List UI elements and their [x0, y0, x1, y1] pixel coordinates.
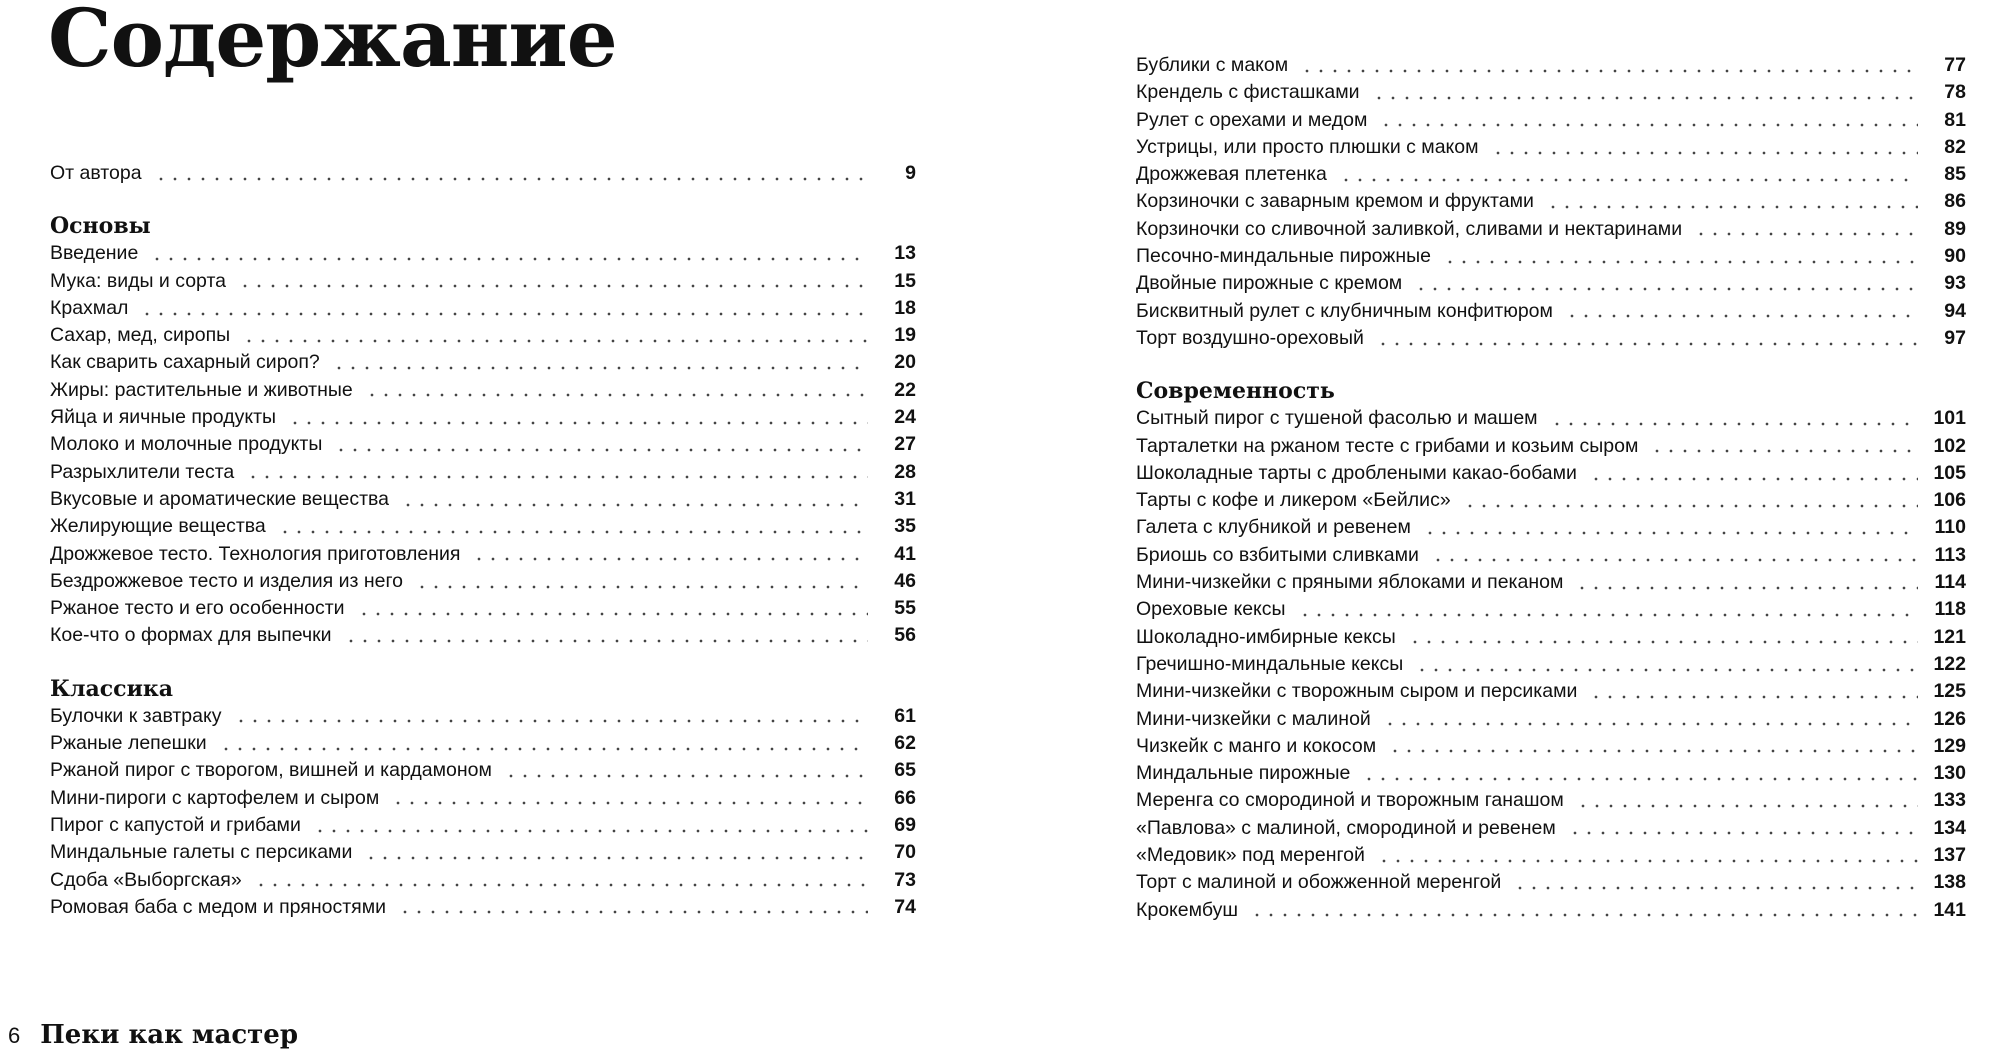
toc-entry-page-number: 65 — [894, 759, 916, 782]
toc-section — [50, 213, 916, 649]
footer-book-title: Пеки как мастер — [40, 1020, 299, 1050]
section-heading: Современность — [1136, 378, 1335, 405]
dot-leader — [154, 177, 868, 181]
dot-leader — [332, 366, 868, 370]
toc-entry-title: Дрожжевая плетенка — [1136, 163, 1327, 186]
toc-entry-page-number: 121 — [1933, 625, 1966, 648]
toc-entry-page-number: 126 — [1933, 707, 1966, 730]
toc-entry-title: Бисквитный рулет с клубничным конфитюром — [1136, 299, 1553, 322]
section-heading: Классика — [50, 675, 174, 702]
toc-entry-page-number: 94 — [1944, 299, 1966, 322]
toc-entry-title: Ржаное тесто и его особенности — [50, 597, 345, 620]
toc-entry-page-number: 73 — [894, 868, 916, 891]
toc-entry-title: «Павлова» с малиной, смородиной и ревенем — [1136, 816, 1556, 839]
toc-entry-page-number: 137 — [1933, 844, 1966, 867]
toc-entry-page-number: 114 — [1934, 571, 1966, 594]
toc-entry[interactable] — [50, 867, 916, 894]
toc-entry-title: Мини-чизкейки с творожным сыром и персиками — [1136, 680, 1578, 703]
dot-leader — [398, 910, 868, 914]
toc-section — [1136, 378, 1966, 924]
toc-entry-title: Крендель с фисташками — [1136, 81, 1360, 104]
toc-entry-title: Яйца и яичные продукты — [50, 406, 277, 429]
dot-leader — [1414, 287, 1918, 291]
dot-leader — [238, 284, 868, 288]
toc-entry-page-number: 9 — [905, 162, 916, 184]
toc-entry-page-number: 35 — [894, 515, 916, 538]
toc-entry-page-number: 77 — [1944, 54, 1966, 76]
section-heading: Основы — [50, 213, 151, 240]
dot-leader — [1431, 558, 1918, 562]
dot-leader — [1383, 722, 1918, 726]
toc-entry-page-number: 125 — [1933, 680, 1966, 703]
dot-leader — [1408, 640, 1918, 644]
toc-entry[interactable] — [50, 894, 916, 921]
toc-entry[interactable] — [50, 431, 916, 458]
toc-entry-page-number: 61 — [894, 704, 916, 727]
toc-entry-page-number: 55 — [894, 597, 916, 620]
toc-entry-title: Крахмал — [50, 296, 129, 319]
footer-page-number: 6 — [8, 1023, 21, 1048]
toc-entry-title: Торт воздушно-ореховый — [1136, 326, 1364, 349]
toc-entry[interactable] — [50, 295, 916, 322]
toc-entry-title: Шоколадные тарты с дроблеными какао-бобами — [1136, 461, 1577, 484]
toc-entry[interactable] — [50, 703, 916, 730]
toc-entry-title: Рулет с орехами и медом — [1136, 108, 1368, 131]
toc-entry-title: Мука: виды и сорта — [50, 269, 227, 292]
dot-leader — [504, 774, 868, 778]
toc-entry-title: Мини-пироги с картофелем и сыром — [50, 786, 380, 809]
toc-entry-page-number: 130 — [1933, 762, 1966, 785]
toc-entry[interactable] — [1136, 596, 1966, 623]
toc-entry-page-number: 78 — [1944, 81, 1966, 104]
toc-entry-page-number: 66 — [894, 786, 916, 809]
toc-entry[interactable] — [50, 377, 916, 404]
toc-entry[interactable] — [50, 595, 916, 622]
toc-entry-page-number: 27 — [894, 433, 916, 456]
toc-entry-title: Крокембуш — [1136, 898, 1238, 921]
toc-entry-page-number: 122 — [1933, 652, 1966, 675]
toc-entry[interactable] — [1136, 514, 1966, 541]
dot-leader — [1250, 913, 1918, 917]
toc-entry-page-number: 102 — [1933, 434, 1966, 457]
toc-entry[interactable] — [1136, 52, 1966, 79]
toc-entry-title: Торт с малиной и обожженной меренгой — [1136, 871, 1502, 894]
toc-entry[interactable] — [1136, 678, 1966, 705]
toc-entry-title: Двойные пирожные с кремом — [1136, 272, 1403, 295]
toc-entry-page-number: 24 — [894, 406, 916, 429]
dot-leader — [1575, 586, 1918, 590]
toc-entry[interactable] — [1136, 569, 1966, 596]
toc-entry-title: Ржаные лепешки — [50, 732, 207, 755]
toc-entry[interactable] — [50, 404, 916, 431]
toc-entry-page-number: 19 — [894, 324, 916, 347]
toc-entry[interactable] — [50, 486, 916, 513]
toc-entry-page-number: 113 — [1934, 543, 1966, 566]
toc-entry[interactable] — [50, 730, 916, 757]
toc-entry-title: Бублики с маком — [1136, 54, 1289, 76]
toc-entry-page-number: 90 — [1944, 245, 1966, 268]
toc-entry-page-number: 18 — [894, 296, 916, 319]
toc-entry-page-number: 86 — [1944, 190, 1966, 213]
toc-entry-page-number: 74 — [894, 895, 916, 918]
dot-leader — [1362, 777, 1918, 781]
dot-leader — [1372, 96, 1918, 100]
dot-leader — [246, 475, 868, 479]
toc-entry[interactable] — [50, 622, 916, 649]
toc-entry-title: Устрицы, или просто плюшки с маком — [1136, 135, 1479, 158]
dot-leader — [344, 639, 868, 643]
toc-entry-title: Миндальные галеты с персиками — [50, 841, 353, 864]
toc-entry-page-number: 62 — [894, 732, 916, 755]
toc-entry[interactable] — [1136, 188, 1966, 215]
toc-entry-page-number: 81 — [1944, 108, 1966, 131]
dot-leader — [1443, 260, 1918, 264]
toc-entry[interactable] — [50, 513, 916, 540]
toc-entry[interactable] — [1136, 815, 1966, 842]
toc-entry-title: Ромовая баба с медом и пряностями — [50, 895, 387, 918]
toc-entry-page-number: 138 — [1933, 871, 1966, 894]
page-title: Содержание — [48, 0, 617, 85]
toc-entry-title: «Медовик» под меренгой — [1136, 844, 1365, 867]
toc-entry-title: Бездрожжевое тесто и изделия из него — [50, 569, 403, 592]
dot-leader — [391, 801, 868, 805]
dot-leader — [334, 448, 868, 452]
toc-entry[interactable] — [1136, 161, 1966, 188]
toc-entry-page-number: 89 — [1944, 217, 1966, 240]
dot-leader — [1388, 749, 1918, 753]
toc-entry-title: Корзиночки с заварным кремом и фруктами — [1136, 190, 1534, 213]
toc-entry-page-number: 97 — [1944, 326, 1966, 349]
toc-entry[interactable] — [1136, 216, 1966, 243]
dot-leader — [1463, 504, 1918, 508]
dot-leader — [140, 312, 868, 316]
dot-leader — [1491, 151, 1918, 155]
toc-entry-title: Кое-что о формах для выпечки — [50, 624, 332, 647]
page-footer — [8, 1020, 298, 1050]
toc-entry[interactable] — [1136, 624, 1966, 651]
toc-entry-title: Галета с клубникой и ревенем — [1136, 516, 1411, 539]
toc-left-column — [50, 160, 916, 921]
toc-entry-page-number: 70 — [894, 841, 916, 864]
toc-entry-title: Тарты с кофе и ликером «Бейлис» — [1136, 489, 1451, 512]
toc-entry-title: Введение — [50, 242, 139, 265]
dot-leader — [1415, 668, 1918, 672]
toc-entry[interactable] — [1136, 405, 1966, 432]
toc-entry[interactable] — [1136, 733, 1966, 760]
toc-entry[interactable] — [1136, 869, 1966, 896]
toc-entry[interactable] — [1136, 134, 1966, 161]
toc-entry[interactable] — [1136, 706, 1966, 733]
toc-entry[interactable] — [50, 268, 916, 295]
toc-entry-title: Песочно-миндальные пирожные — [1136, 245, 1431, 268]
toc-entry-page-number: 129 — [1933, 734, 1966, 757]
toc-entry-title: Тарталетки на ржаном тесте с грибами и козьим сыром — [1136, 434, 1639, 457]
toc-entry-title: Сдоба «Выборгская» — [50, 868, 242, 891]
toc-entry-page-number: 31 — [894, 487, 916, 510]
toc-entry[interactable] — [50, 322, 916, 349]
dot-leader — [234, 719, 869, 723]
toc-entry[interactable] — [1136, 325, 1966, 352]
dot-leader — [415, 585, 868, 589]
toc-entry[interactable] — [1136, 79, 1966, 106]
toc-entry-title: Шоколадно-имбирные кексы — [1136, 625, 1396, 648]
dot-leader — [1377, 859, 1918, 863]
toc-entry[interactable] — [1136, 433, 1966, 460]
toc-entry-page-number: 13 — [894, 242, 916, 265]
toc-entry[interactable] — [1136, 842, 1966, 869]
toc-entry[interactable] — [50, 541, 916, 568]
toc-entry[interactable] — [50, 349, 916, 376]
dot-leader — [1568, 831, 1918, 835]
toc-entry-page-number: 46 — [894, 569, 916, 592]
toc-entry-page-number: 15 — [894, 269, 916, 292]
toc-entry-title: Чизкейк с манго и кокосом — [1136, 734, 1377, 757]
toc-entry[interactable] — [1136, 107, 1966, 134]
toc-entry-page-number: 41 — [894, 542, 916, 565]
toc-entry-page-number: 93 — [1944, 272, 1966, 295]
toc-section — [1136, 52, 1966, 352]
toc-entry[interactable] — [50, 757, 916, 784]
dot-leader — [1339, 178, 1918, 182]
dot-leader — [1550, 422, 1918, 426]
toc-entry[interactable] — [50, 459, 916, 486]
toc-entry-page-number: 28 — [894, 460, 916, 483]
toc-entry-page-number: 22 — [894, 378, 916, 401]
toc-entry-title: От автора — [50, 162, 142, 184]
toc-entry-title: Сытный пирог с тушеной фасолью и машем — [1136, 407, 1538, 430]
dot-leader — [472, 557, 868, 561]
toc-entry-page-number: 82 — [1944, 135, 1966, 158]
dot-leader — [1589, 477, 1918, 481]
toc-entry[interactable] — [1136, 897, 1966, 924]
toc-entry[interactable] — [1136, 270, 1966, 297]
toc-entry-page-number: 134 — [1933, 816, 1966, 839]
toc-entry-page-number: 118 — [1934, 598, 1966, 621]
dot-leader — [1423, 531, 1918, 535]
toc-entry-title: Бриошь со взбитыми сливками — [1136, 543, 1419, 566]
toc-entry[interactable] — [50, 812, 916, 839]
toc-entry-title: Разрыхлители теста — [50, 460, 235, 483]
toc-entry[interactable] — [1136, 460, 1966, 487]
toc-entry-page-number: 105 — [1933, 461, 1966, 484]
toc-entry[interactable] — [1136, 298, 1966, 325]
dot-leader — [1546, 205, 1918, 209]
dot-leader — [150, 257, 868, 261]
toc-entry[interactable] — [1136, 487, 1966, 514]
dot-leader — [1379, 123, 1918, 127]
toc-entry[interactable] — [50, 839, 916, 866]
dot-leader — [288, 421, 868, 425]
toc-entry-page-number: 110 — [1934, 516, 1966, 539]
toc-entry-title: Молоко и молочные продукты — [50, 433, 323, 456]
toc-entry-title: Корзиночки со сливочной заливкой, сливами и нектаринами — [1136, 217, 1683, 240]
toc-entry-title: Жиры: растительные и животные — [50, 378, 353, 401]
dot-leader — [364, 856, 868, 860]
dot-leader — [401, 503, 868, 507]
toc-entry[interactable] — [1136, 651, 1966, 678]
toc-entry-title: Сахар, мед, сиропы — [50, 324, 231, 347]
dot-leader — [219, 747, 868, 751]
toc-entry-title: Ржаной пирог с творогом, вишней и кардамоном — [50, 759, 492, 782]
toc-entry[interactable] — [1136, 760, 1966, 787]
toc-section — [50, 160, 916, 187]
toc-entry[interactable] — [50, 240, 916, 267]
dot-leader — [242, 339, 868, 343]
toc-entry-title: Как сварить сахарный сироп? — [50, 351, 320, 374]
dot-leader — [1694, 232, 1918, 236]
toc-right-column — [1136, 52, 1966, 924]
toc-entry[interactable] — [1136, 243, 1966, 270]
dot-leader — [1298, 613, 1918, 617]
dot-leader — [1576, 804, 1918, 808]
toc-entry-page-number: 141 — [1933, 898, 1966, 921]
toc-section — [50, 676, 916, 921]
dot-leader — [1300, 69, 1918, 73]
toc-entry-page-number: 69 — [894, 813, 916, 836]
toc-entry[interactable] — [50, 568, 916, 595]
toc-entry-page-number: 20 — [894, 351, 916, 374]
dot-leader — [365, 393, 868, 397]
toc-entry-title: Миндальные пирожные — [1136, 762, 1351, 785]
dot-leader — [254, 883, 868, 887]
toc-entry-title: Пирог с капустой и грибами — [50, 813, 301, 836]
toc-entry-title: Булочки к завтраку — [50, 704, 222, 727]
toc-entry[interactable] — [50, 785, 916, 812]
toc-entry-page-number: 106 — [1933, 489, 1966, 512]
dot-leader — [1650, 449, 1918, 453]
toc-entry[interactable] — [1136, 787, 1966, 814]
toc-entry-page-number: 101 — [1933, 407, 1966, 430]
dot-leader — [1376, 342, 1918, 346]
toc-entry[interactable] — [50, 160, 916, 187]
toc-entry-title: Мини-чизкейки с пряными яблоками и пеканом — [1136, 571, 1564, 594]
dot-leader — [357, 612, 868, 616]
dot-leader — [1513, 886, 1918, 890]
toc-entry-title: Мини-чизкейки с малиной — [1136, 707, 1371, 730]
toc-entry-title: Дрожжевое тесто. Технология приготовления — [50, 542, 461, 565]
toc-entry-title: Желирующие вещества — [50, 515, 266, 538]
toc-entry-page-number: 56 — [894, 624, 916, 647]
dot-leader — [1565, 314, 1918, 318]
toc-entry-title: Вкусовые и ароматические вещества — [50, 487, 389, 510]
toc-entry-page-number: 85 — [1944, 163, 1966, 186]
toc-entry-title: Ореховые кексы — [1136, 598, 1286, 621]
toc-entry-page-number: 133 — [1933, 789, 1966, 812]
dot-leader — [278, 530, 868, 534]
toc-entry-title: Гречишно-миндальные кексы — [1136, 652, 1404, 675]
toc-entry[interactable] — [1136, 542, 1966, 569]
toc-entry-title: Меренга со смородиной и творожным ганашом — [1136, 789, 1564, 812]
dot-leader — [313, 829, 868, 833]
dot-leader — [1589, 695, 1918, 699]
